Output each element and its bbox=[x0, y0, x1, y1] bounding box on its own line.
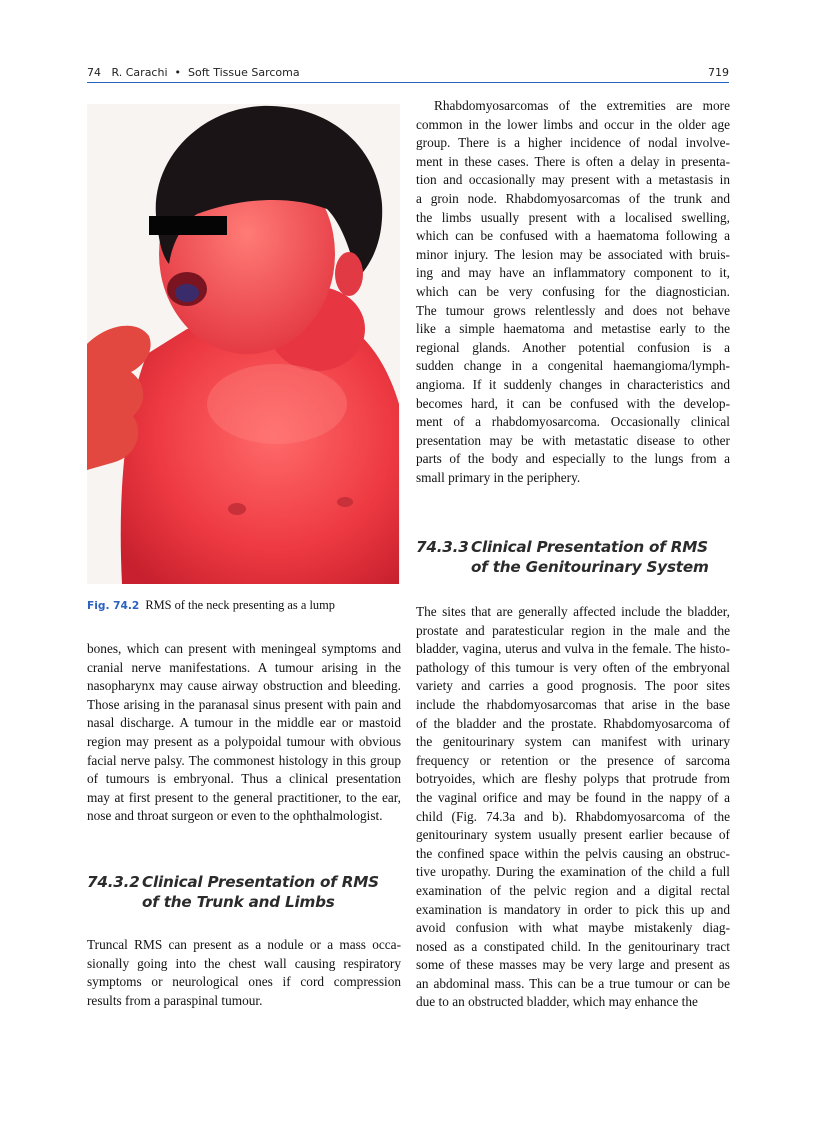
text-line: frequency or retention or the presence of sarcoma bbox=[416, 752, 730, 768]
page-number: 74 bbox=[87, 66, 101, 79]
heading-74-3-3 bbox=[416, 537, 730, 577]
text-line: common in the lower limbs and occur in the older age bbox=[416, 116, 730, 132]
heading-74-3-2 bbox=[87, 872, 401, 912]
text-line: Rhabdomyosarcomas of the extremities are more bbox=[434, 98, 730, 113]
text-line: which can be confused with a haematoma following a bbox=[416, 228, 730, 244]
text-line: tion and occasionally may present with a metastasis in bbox=[416, 172, 730, 188]
text-line: a groin node. Rhabdomyosarcomas of the trunk and bbox=[416, 190, 730, 206]
text-line: bones, which can present with meningeal symptoms and bbox=[87, 641, 401, 656]
text-line: examination is mandatory in order to pick this up and bbox=[416, 901, 730, 917]
text-line: sionally going into the chest wall causing respiratory bbox=[87, 955, 401, 971]
text-line: presentation may be with metastatic disease to other bbox=[416, 432, 730, 448]
text-line: due to an obstructed bladder, which may enhance the bbox=[416, 994, 698, 1010]
text-line: the limbs usually present with a localised swelling, bbox=[416, 209, 730, 225]
text-line: group. There is a higher incidence of nodal involve- bbox=[416, 135, 730, 151]
text-line: symptoms or neurological ones if cord compression bbox=[87, 974, 401, 990]
author-name: R. Carachi bbox=[111, 66, 168, 79]
text-line: the genitourinary system can manifest with urinary bbox=[416, 734, 730, 750]
text-line: variety and carries a good prognosis. The poor sites bbox=[416, 678, 730, 694]
figure-photo bbox=[87, 104, 400, 584]
text-line: bladder, vagina, uterus and vulva in the female. The histo- bbox=[416, 641, 730, 657]
text-line: of tumours is embryonal. Thus a clinical presentation bbox=[87, 771, 401, 787]
figure-caption bbox=[87, 598, 401, 613]
left-paragraph-2 bbox=[87, 936, 401, 1010]
child-photo-illustration bbox=[87, 104, 400, 584]
text-line: Those arising in the paranasal sinus present with pain and bbox=[87, 696, 401, 712]
text-line: angioma. If it suddenly changes in characteristics and bbox=[416, 376, 730, 392]
section-title-line2: of the Genitourinary System bbox=[471, 558, 709, 576]
text-line: pathology of this tumour is very often of the embryonal bbox=[416, 659, 730, 675]
text-line: botryoides, which are fleshy polyps that protrude from bbox=[416, 771, 730, 787]
text-line: tive uropathy. During the examination of the child a full bbox=[416, 864, 730, 880]
text-line: avoid confusion with what maybe mistakenly diag- bbox=[416, 920, 730, 936]
text-line: The sites that are generally affected include the bladder, bbox=[416, 604, 730, 619]
text-line: cranial nerve manifestations. A tumour arising in the bbox=[87, 659, 401, 675]
separator-bullet: • bbox=[174, 66, 182, 79]
text-line: becomes hard, it can be confused with the develop- bbox=[416, 395, 730, 411]
text-line: parts of the body and especially to the lungs from a bbox=[416, 451, 730, 467]
text-line: results from a paraspinal tumour. bbox=[87, 992, 263, 1008]
text-line: region may present as a polypoidal tumour with obvious bbox=[87, 733, 401, 749]
section-number: 74.3.3 bbox=[416, 538, 469, 556]
text-line: which can be very confusing for the diagnostician. bbox=[416, 283, 730, 299]
section-title-line1: Clinical Presentation of RMS bbox=[471, 538, 708, 556]
text-line: nasal discharge. A tumour in the middle ear or mastoid bbox=[87, 715, 401, 731]
text-line: like a simple haematoma and metastise early to the bbox=[416, 321, 730, 337]
text-line: facial nerve palsy. The commonest histology in this group bbox=[87, 752, 401, 768]
section-title-line2: of the Trunk and Limbs bbox=[142, 893, 335, 911]
paragraph bbox=[416, 603, 730, 1012]
figure-label: Fig. 74.2 bbox=[87, 600, 140, 612]
text-line: nasopharynx may cause airway obstruction and bleeding. bbox=[87, 678, 401, 694]
text-line: of the bladder and the prostate. Rhabdomyosarcoma of bbox=[416, 715, 730, 731]
text-line: examination of the pelvic region and a digital rectal bbox=[416, 882, 730, 898]
section-number: 74.3.2 bbox=[87, 873, 140, 891]
text-line: regional glands. Another potential confusion is a bbox=[416, 339, 730, 355]
text-line: the vaginal orifice and may be found in the nappy of a bbox=[416, 789, 730, 805]
text-line: child (Fig. 74.3a and b). Rhabdomyosarcoma of the bbox=[416, 808, 730, 824]
figure-caption-text: RMS of the neck presenting as a lump bbox=[145, 598, 335, 612]
text-line: nose and throat surgeon or even to the ophthalmologist. bbox=[87, 808, 383, 824]
text-line: The tumour grows relentlessly and does not behave bbox=[416, 302, 730, 318]
section-title-line1: Clinical Presentation of RMS bbox=[142, 873, 379, 891]
paragraph bbox=[87, 936, 401, 1010]
text-line: ment in these cases. There is often a delay in presenta- bbox=[416, 153, 730, 169]
text-line: include the rhabdomyosarcomas that arise in the base bbox=[416, 696, 730, 712]
left-paragraph-1 bbox=[87, 640, 401, 826]
text-line: ment of a rhabdomyosarcoma. Occasionally clinical bbox=[416, 414, 730, 430]
text-line: genitourinary system usually present earlier because of bbox=[416, 827, 730, 843]
chapter-title: Soft Tissue Sarcoma bbox=[188, 66, 300, 79]
header-rule bbox=[87, 82, 729, 83]
text-line: nosed as a constipated child. In the genitourinary tract bbox=[416, 938, 730, 954]
text-line: an abdominal mass. This can be a true tumour or can be bbox=[416, 975, 730, 991]
folio: 719 bbox=[708, 66, 729, 79]
text-line: minor injury. The lesion may be associated with bruis- bbox=[416, 246, 730, 262]
text-line: sudden change in a congenital haemangioma/lymph- bbox=[416, 358, 730, 374]
text-line: small primary in the periphery. bbox=[416, 469, 581, 485]
text-line: the confined space within the pelvis causing an obstruc- bbox=[416, 845, 730, 861]
section-heading bbox=[87, 872, 401, 912]
right-paragraph-1 bbox=[416, 97, 730, 487]
paragraph bbox=[416, 97, 730, 487]
text-line: prostate and paratesticular region in the male and the bbox=[416, 622, 730, 638]
running-head bbox=[87, 64, 729, 82]
text-line: ing and may have an inflammatory component to it, bbox=[416, 265, 730, 281]
running-head-left bbox=[87, 66, 300, 79]
paragraph bbox=[87, 640, 401, 826]
right-paragraph-2 bbox=[416, 603, 730, 1012]
text-line: Truncal RMS can present as a nodule or a mass occa- bbox=[87, 937, 401, 952]
text-line: may at first present to the general practitioner, to the ear, bbox=[87, 789, 401, 805]
text-line: some of these masses may be very large and present as bbox=[416, 957, 730, 973]
section-heading bbox=[416, 537, 730, 577]
